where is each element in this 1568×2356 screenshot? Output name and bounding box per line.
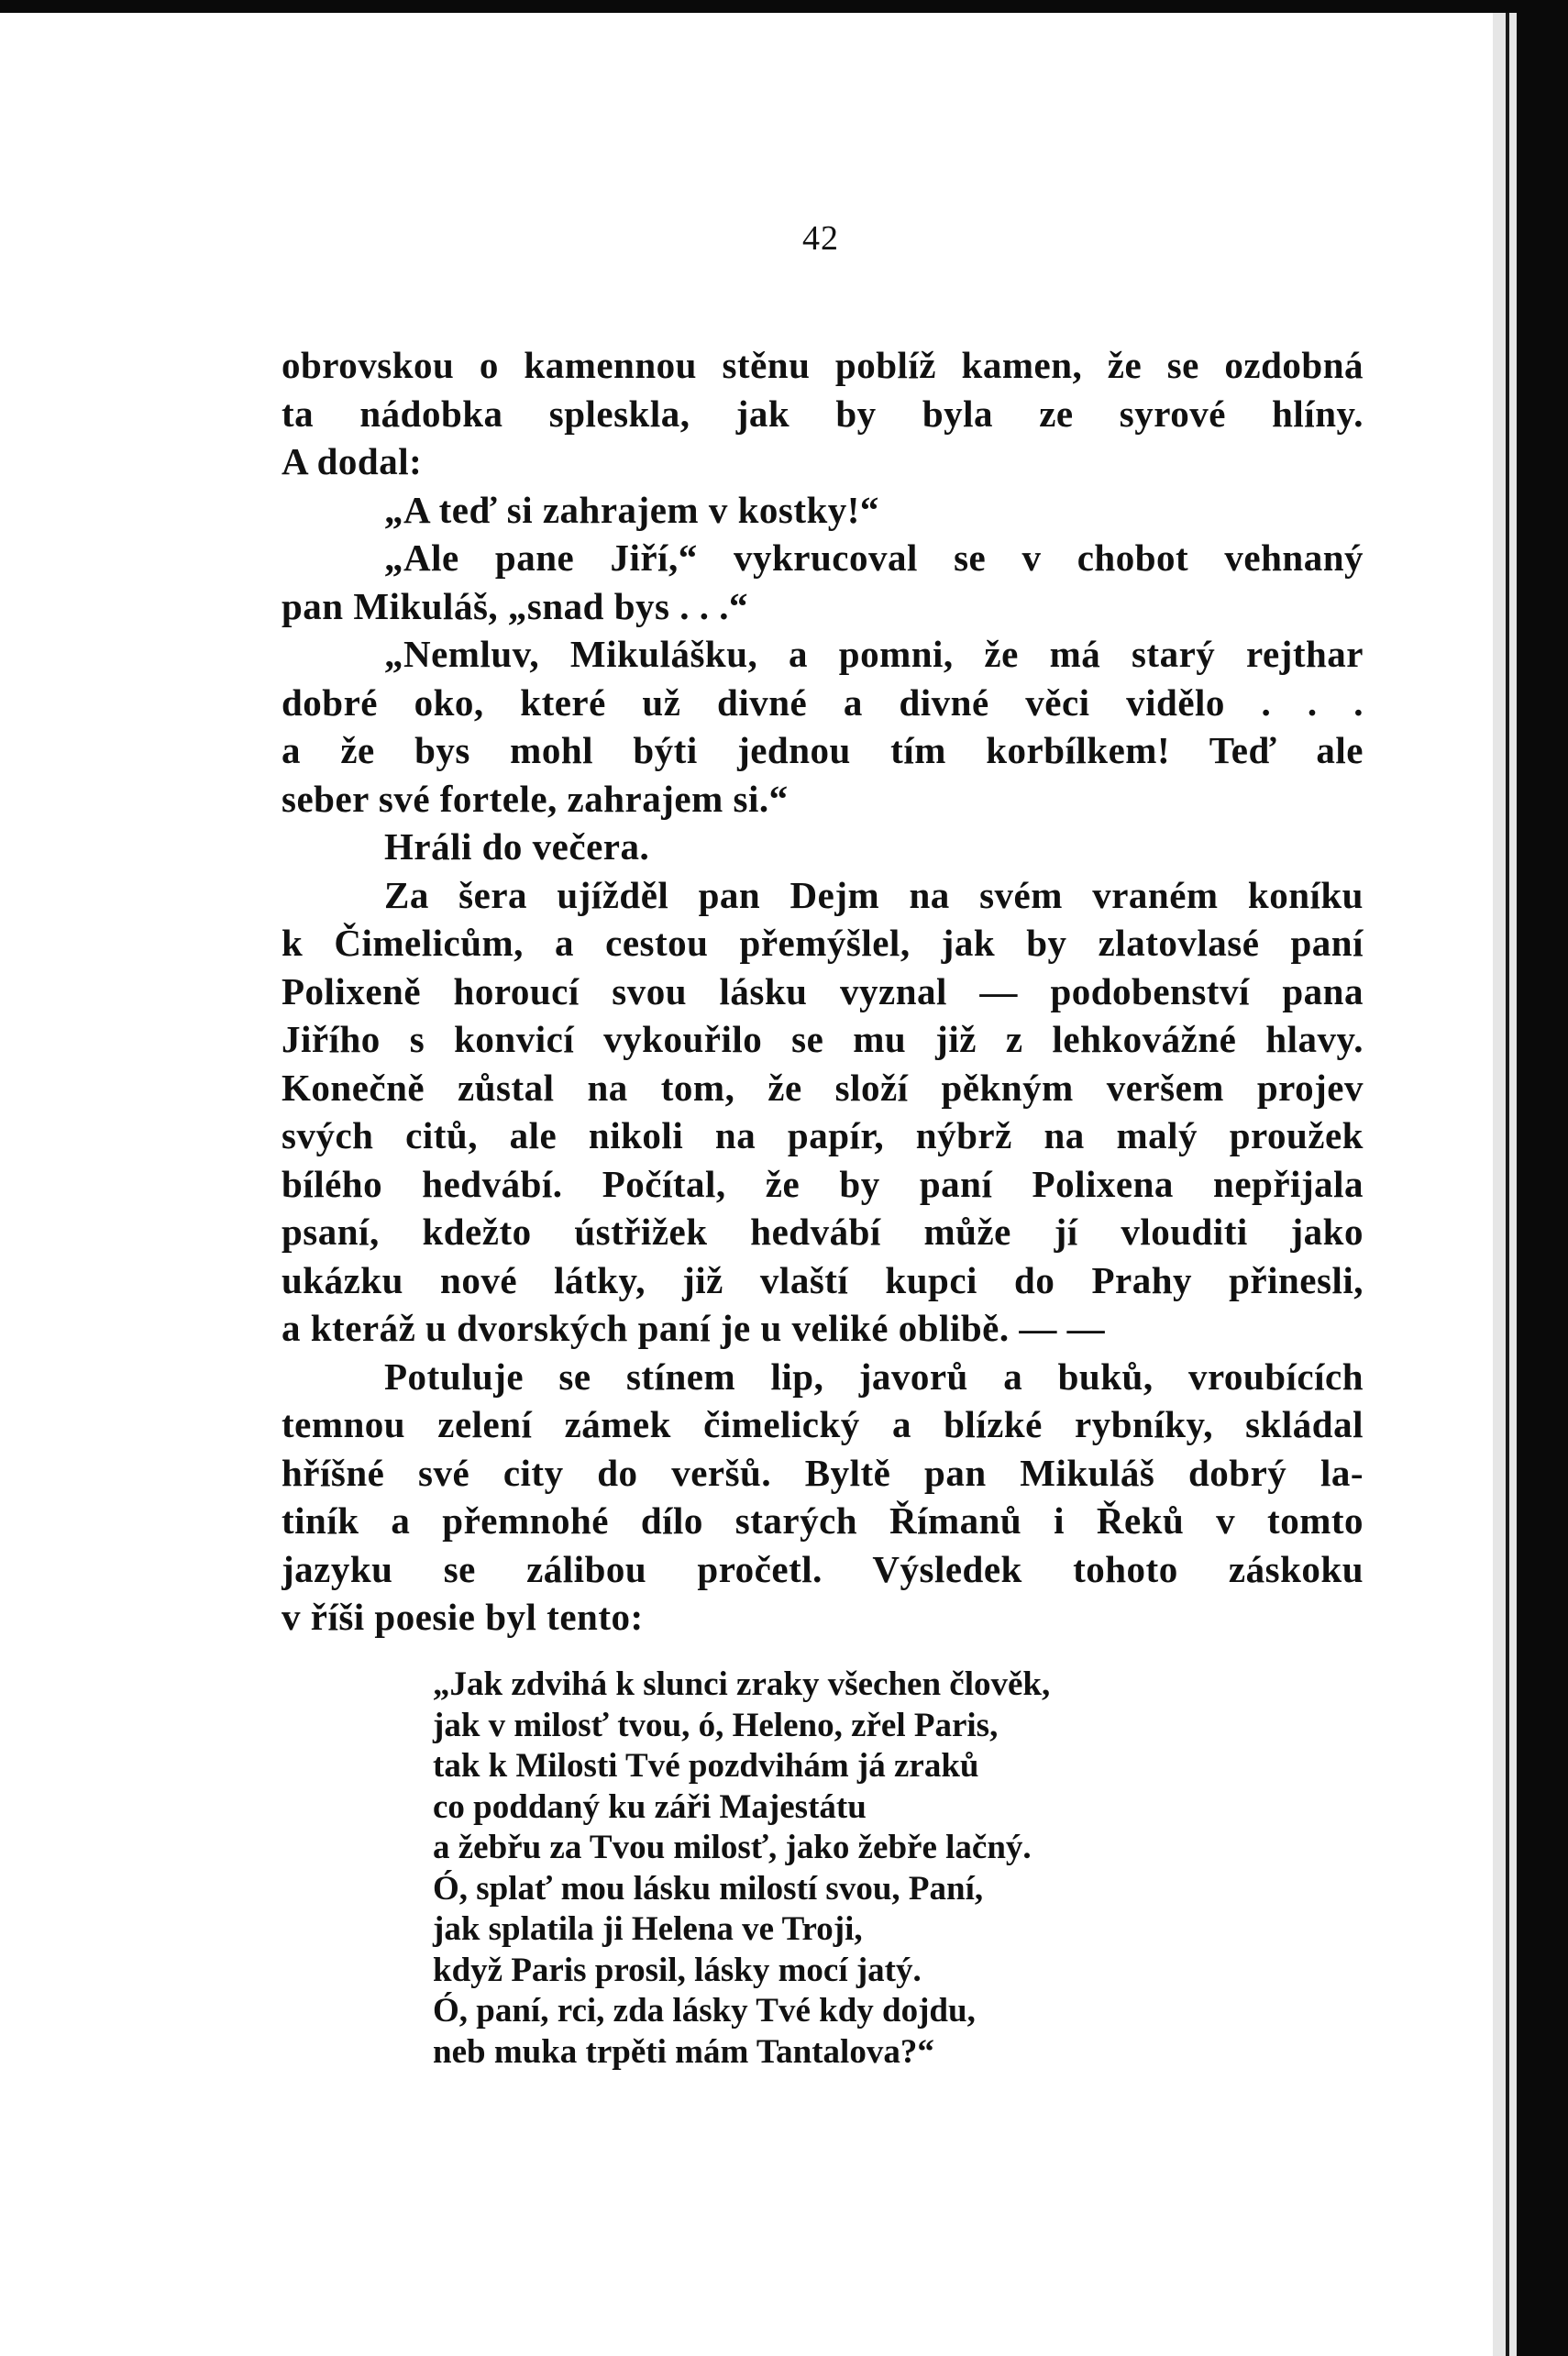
prose-line: „Ale pane Jiří,“ vykrucoval se v chobot vehnaný bbox=[384, 536, 1364, 579]
poem-line: neb muka trpěti mám Tantalova?“ bbox=[433, 2032, 934, 2071]
prose-line: a že bys mohl býti jednou tím korbílkem! Teď ale bbox=[282, 729, 1364, 771]
poem-line: když Paris prosil, lásky mocí jatý. bbox=[433, 1951, 922, 1989]
prose-line: „A teď si zahrajem v kostky!“ bbox=[384, 488, 879, 531]
poem-line: „Jak zdvihá k slunci zraky všechen člověk, bbox=[433, 1665, 1051, 1703]
scan-right-rule bbox=[1506, 13, 1509, 2356]
prose-line: a kteráž u dvorských paní je u veliké oblibě. — — bbox=[282, 1307, 1106, 1349]
poem-line: co poddaný ku záři Majestátu bbox=[433, 1787, 867, 1826]
prose-line: obrovskou o kamennou stěnu poblíž kamen, že se ozdobná bbox=[282, 344, 1364, 386]
prose-line: ukázku nové látky, již vlaští kupci do Prahy přinesli, bbox=[282, 1258, 1364, 1301]
scan-right-gap bbox=[1493, 13, 1517, 2356]
prose-line: psaní, kdežto ústřižek hedvábí může jí vlouditi jako bbox=[282, 1211, 1364, 1253]
scan-top-border bbox=[0, 0, 1568, 13]
prose-line: ta nádobka spleskla, jak by byla ze syrové hlíny. bbox=[282, 392, 1364, 435]
prose-line: „Nemluv, Mikulášku, a pomni, že má starý rejthar bbox=[384, 633, 1364, 675]
prose-line: seber své fortele, zahrajem si.“ bbox=[282, 777, 789, 820]
prose-line: Hráli do večera. bbox=[384, 825, 650, 868]
scan-right-border bbox=[1517, 0, 1568, 2356]
prose-line: hříšné své city do veršů. Byltě pan Mikuláš dobrý la- bbox=[282, 1451, 1364, 1494]
prose-line: temnou zelení zámek čimelický a blízké rybníky, skládal bbox=[282, 1403, 1364, 1445]
prose-text bbox=[282, 341, 1364, 1642]
poem-line: Ó, paní, rci, zda lásky Tvé kdy dojdu, bbox=[433, 1992, 976, 2030]
poem-block bbox=[433, 1665, 1231, 2073]
prose-line: Jiřího s konvicí vykouřilo se mu již z lehkovážné hlavy. bbox=[282, 1018, 1364, 1060]
prose-line: Konečně zůstal na tom, že složí pěkným veršem projev bbox=[282, 1066, 1364, 1109]
poem-line: a žebřu za Tvou milosť, jako žebře lačný. bbox=[433, 1829, 1032, 1866]
prose-line: pan Mikuláš, „snad bys . . .“ bbox=[282, 584, 748, 627]
poem-line: tak k Milosti Tvé pozdvihám já zraků bbox=[433, 1747, 979, 1785]
page-number: 42 bbox=[802, 219, 839, 258]
prose-line: tiník a přemnohé dílo starých Římanů i Řeků v tomto bbox=[282, 1499, 1364, 1542]
prose-line: k Čimelicům, a cestou přemýšlel, jak by zlatovlasé paní bbox=[282, 922, 1364, 964]
prose-line: jazyku se zálibou pročetl. Výsledek tohoto záskoku bbox=[282, 1547, 1364, 1590]
prose-line: v říši poesie byl tento: bbox=[282, 1596, 644, 1638]
prose-line: Polixeně horoucí svou lásku vyznal — podobenství pana bbox=[282, 969, 1364, 1012]
prose-line: Za šera ujížděl pan Dejm na svém vraném koníku bbox=[384, 873, 1364, 916]
prose-line: svých citů, ale nikoli na papír, nýbrž na malý proužek bbox=[282, 1114, 1364, 1156]
poem-line: jak splatila ji Helena ve Troji, bbox=[433, 1910, 863, 1948]
prose-line: dobré oko, které už divné a divné věci vidělo . . . bbox=[282, 680, 1364, 724]
prose-line: Potuluje se stínem lip, javorů a buků, vroubících bbox=[384, 1355, 1364, 1398]
prose-line: bílého hedvábí. Počítal, že by paní Polixena nepřijala bbox=[282, 1162, 1364, 1205]
prose-line: A dodal: bbox=[282, 440, 423, 482]
poem-line: Ó, splať mou lásku milostí svou, Paní, bbox=[433, 1869, 984, 1908]
poem-line: jak v milosť tvou, ó, Heleno, zřel Paris, bbox=[433, 1706, 999, 1744]
